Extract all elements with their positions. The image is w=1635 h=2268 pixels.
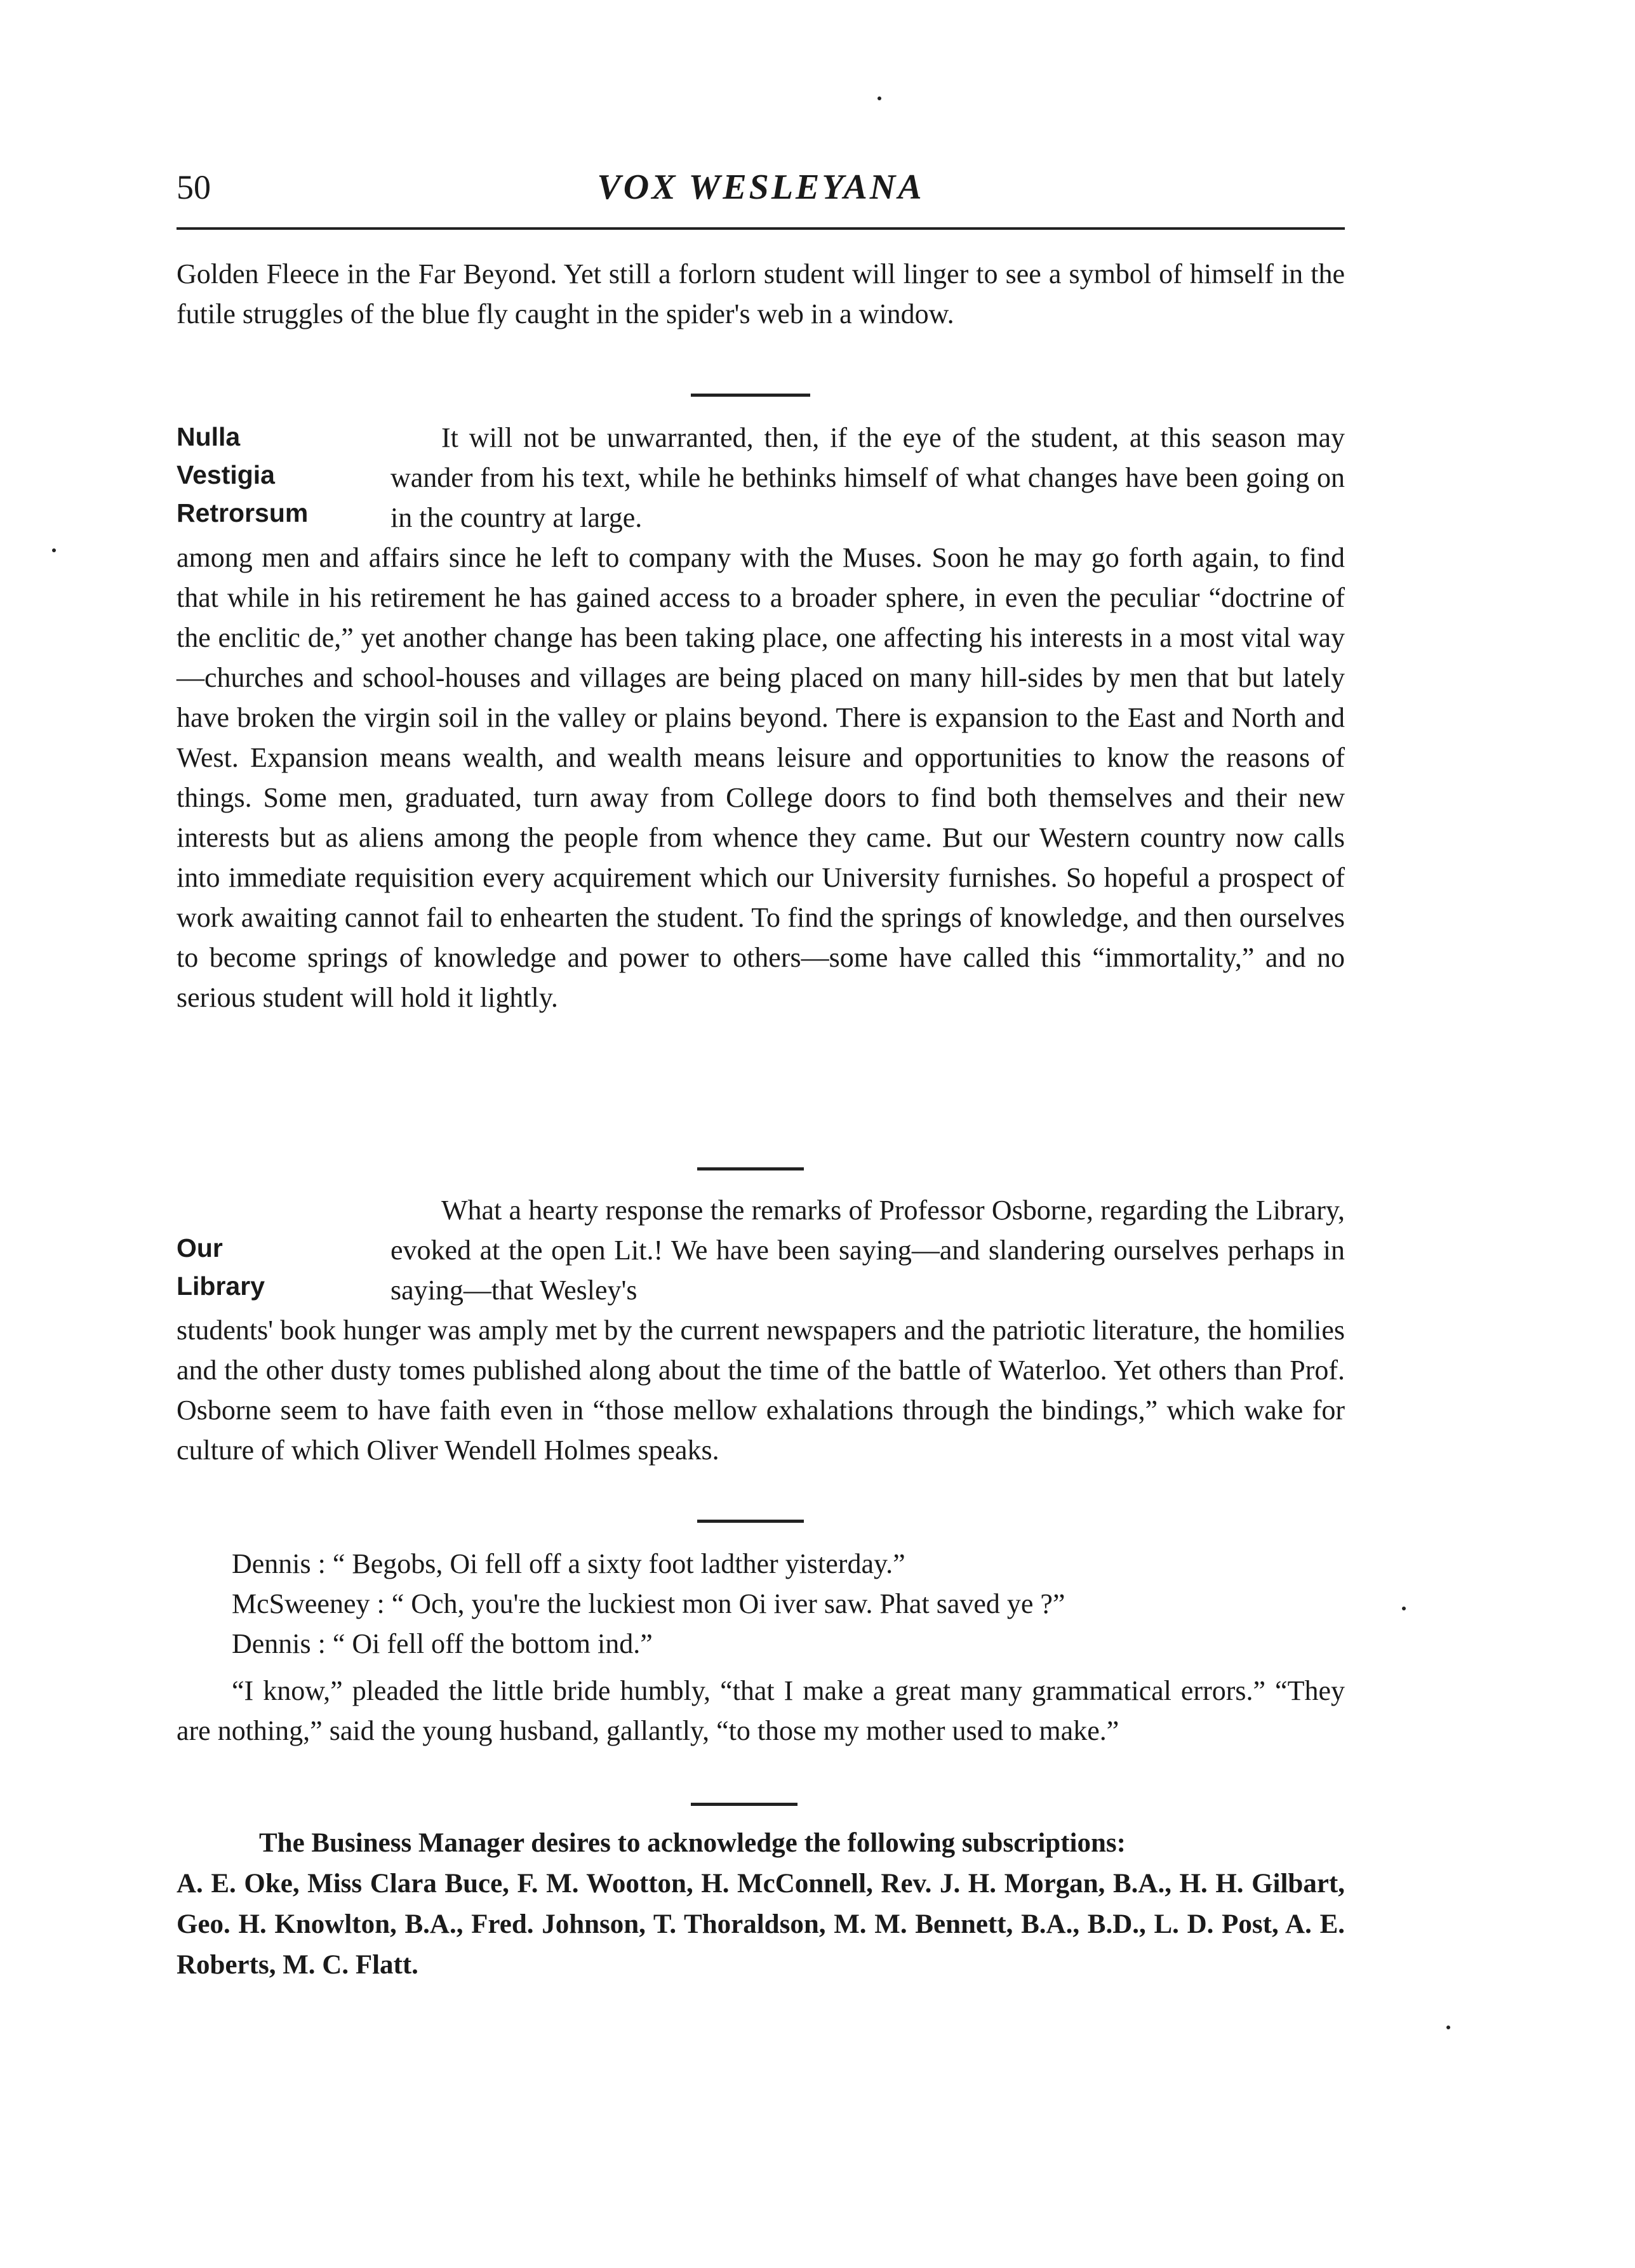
dialogue-joke (232, 1544, 1345, 1664)
label-line: Retrorsum (177, 498, 309, 527)
header-rule (177, 227, 1345, 230)
label-line: Our (177, 1233, 223, 1263)
print-speck (52, 548, 56, 552)
nulla-vestigia-body-text: among men and affairs since he left to company with the Muses. Soon he may go forth again, to find that while in his retirement he has gained access to a broader sphere, in even the peculiar “doctrine of the enclitic de,” yet another change has been taking place, one affecting his interests in a most vital way—churches and school-houses and villages are being placed on many hill-sides by men that but lately have broken the virgin soil in the valley or plains beyond. There is expansion to the East and North and West. Expansion means wealth, and wealth means leisure and opportunities to know the reasons of things. Some men, graduated, turn away from College doors to find both themselves and their new interests but as aliens among the people from whence they came. But our Western country now calls into immediate requisition every acquirement which our University furnishes. So hopeful a prospect of work awaiting cannot fail to enhearten the student. To find the springs of knowledge, and then ourselves to become springs of knowledge and power to others—some have called this “immortality,” and no serious student will hold it lightly. (177, 542, 1345, 1013)
continuation-text: Golden Fleece in the Far Beyond. Yet still a forlorn student will linger to see a symbol of himself in the futile struggles of the blue fly caught in the spider's web in a window. (177, 258, 1345, 329)
page-number: 50 (177, 168, 211, 206)
our-library-body (177, 1310, 1345, 1470)
section-divider (691, 394, 810, 397)
continuation-paragraph (177, 254, 1345, 334)
label-line: Vestigia (177, 460, 275, 489)
our-library-body-text: students' book hunger was amply met by the current newspapers and the patriotic literature, the homilies and the other dusty tomes published along about the time of the battle of Waterloo. Yet others than Prof. Osborne seem to have faith even in “those mellow exhalations through the bindings,” which wake for culture of which Oliver Wendell Holmes speaks. (177, 1315, 1345, 1466)
our-library-indented-text: What a hearty response the remarks of Professor Osborne, regarding the Library, evoked at the open Lit.! We have been saying—and slandering ourselves perhaps in saying—that Wesley's (390, 1195, 1345, 1306)
print-speck (1402, 1607, 1406, 1610)
print-speck (878, 96, 881, 100)
label-line: Library (177, 1271, 265, 1301)
journal-title: VOX WESLEYANA (597, 168, 924, 207)
section-divider (697, 1167, 804, 1170)
anecdote-paragraph: “I know,” pleaded the little bride humbly, “that I make a great many grammatical errors.” “They are nothing,” said the young husband, gallantly, “to those my mother used to make.” (177, 1675, 1345, 1746)
dialogue-line: Dennis : “ Oi fell off the bottom ind.” (232, 1628, 653, 1659)
subscriptions-intro: The Business Manager desires to acknowledge the following subscriptions: (259, 1828, 1126, 1858)
dialogue-line: Dennis : “ Begobs, Oi fell off a sixty foot ladther yisterday.” (232, 1548, 905, 1579)
section-label-nulla-vestigia (177, 418, 308, 532)
nulla-vestigia-indented-text: It will not be unwarranted, then, if the eye of the student, at this season may wander from his text, while he bethinks himself of what changes have been going on in the country at large. (390, 422, 1345, 533)
nulla-vestigia-body (177, 538, 1345, 1018)
section-divider (697, 1520, 804, 1523)
print-speck (1446, 2026, 1450, 2029)
label-line: Nulla (177, 422, 241, 451)
section-label-our-library (177, 1229, 265, 1305)
dialogue-line: McSweeney : “ Och, you're the luckiest mon Oi iver saw. Phat saved ye ?” (232, 1588, 1065, 1619)
running-head (177, 159, 1345, 216)
section-divider (691, 1803, 797, 1806)
subscriptions-notice (177, 1823, 1345, 1986)
subscriptions-names: A. E. Oke, Miss Clara Buce, F. M. Wootton, H. McConnell, Rev. J. H. Morgan, B.A., H. H. Gilbart, Geo. H. Knowlton, B.A., Fred. Johnson, T. Thoraldson, M. M. Bennett, B.A., B.D., L. D. Post, A. E. Roberts, M. C. Flatt. (177, 1869, 1345, 1980)
